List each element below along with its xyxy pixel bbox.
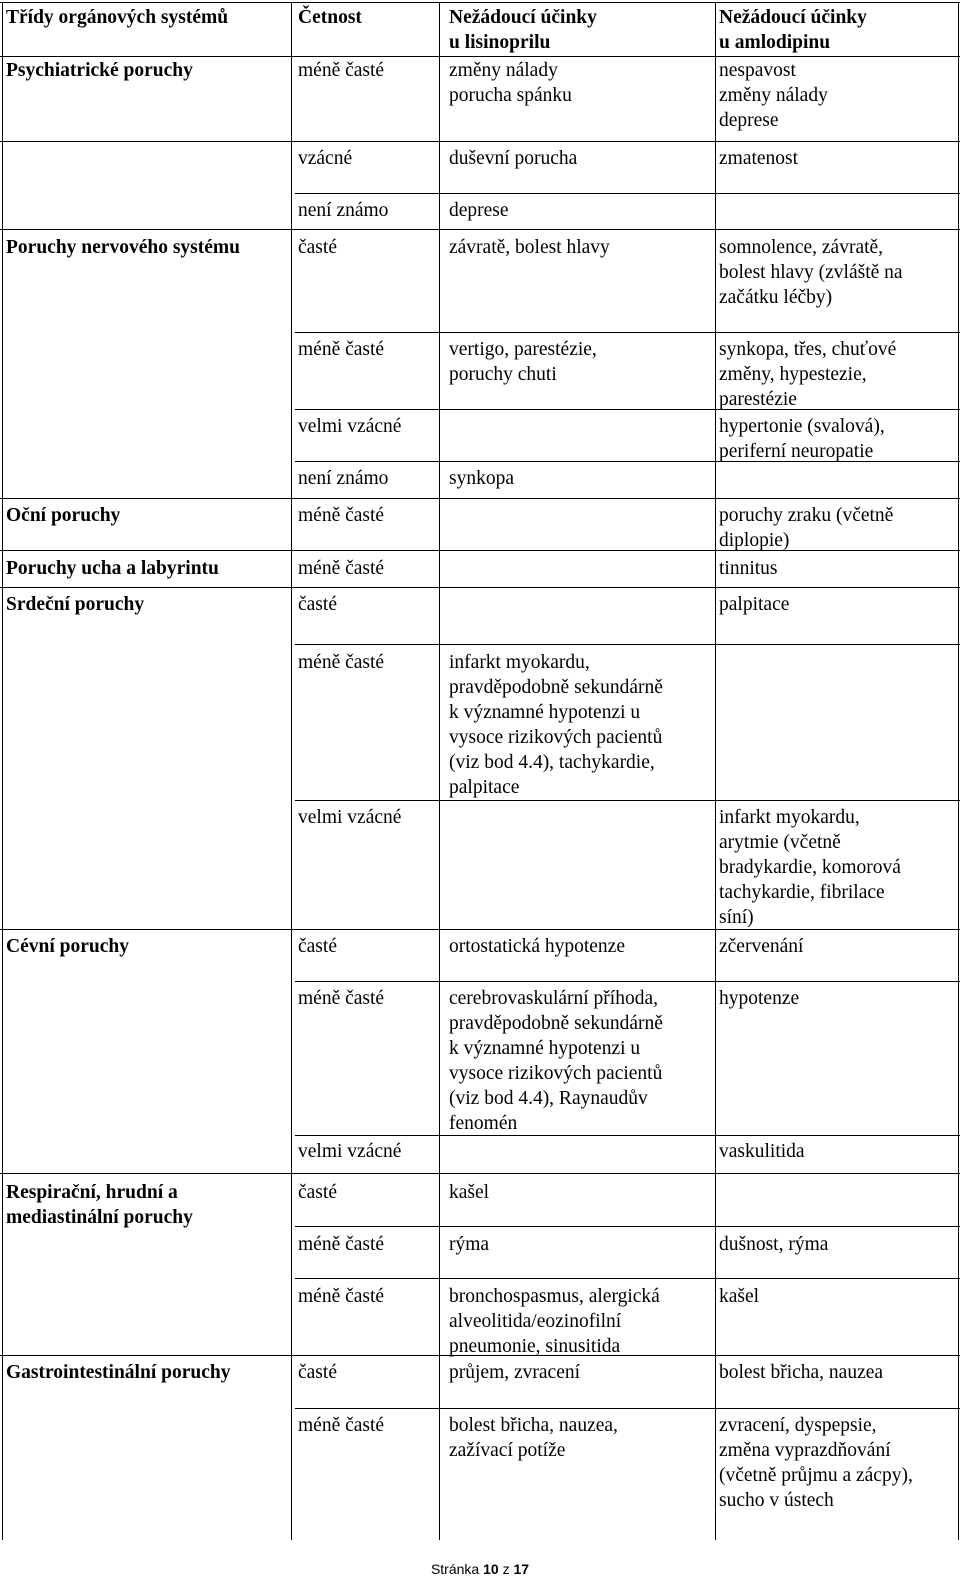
row-divider — [295, 644, 960, 645]
lisinopril-effect: bolest břicha, nauzea, zažívací potíže — [449, 1415, 618, 1461]
frequency-cell: časté — [298, 1362, 337, 1383]
lisinopril-effect: rýma — [449, 1234, 490, 1255]
frequency-cell: méně časté — [298, 339, 385, 360]
header-frequency: Četnost — [298, 7, 362, 28]
lisinopril-effect: synkopa — [449, 468, 514, 489]
amlodipine-effect: nespavost změny nálady deprese — [719, 60, 828, 131]
lisinopril-effect: ortostatická hypotenze — [449, 936, 625, 957]
amlodipine-effect: bolest břicha, nauzea — [719, 1362, 884, 1383]
organ-class-label: Srdeční poruchy — [6, 594, 145, 615]
amlodipine-effect: zvracení, dyspepsie, změna vyprazdňování (včetně průjmu a zácpy), sucho v ústech — [719, 1415, 913, 1511]
row-divider — [0, 1173, 960, 1174]
row-divider — [0, 587, 960, 588]
page-number: 10 — [483, 1561, 499, 1577]
amlodipine-effect: hypertonie (svalová), periferní neuropatie — [719, 416, 885, 462]
amlodipine-effect: poruchy zraku (včetně diplopie) — [719, 505, 894, 551]
amlodipine-effect: vaskulitida — [719, 1141, 805, 1162]
lisinopril-effect: vertigo, parestézie, poruchy chuti — [449, 339, 597, 385]
lisinopril-effect: infarkt myokardu, pravděpodobně sekundárně k významné hypotenzi u vysoce rizikových pacientů (viz bod 4.4), tachykardie, palpitace — [449, 652, 663, 798]
column-divider — [291, 2, 292, 1540]
organ-class-label: Poruchy nervového systému — [6, 237, 240, 258]
organ-class-label: Oční poruchy — [6, 505, 121, 526]
frequency-cell: není známo — [298, 200, 389, 221]
amlodipine-effect: zmatenost — [719, 148, 799, 169]
frequency-cell: časté — [298, 237, 337, 258]
frequency-cell: časté — [298, 1182, 337, 1203]
lisinopril-effect: bronchospasmus, alergická alveolitida/eozinofilní pneumonie, sinusitida — [449, 1286, 660, 1357]
row-divider — [0, 229, 960, 230]
frequency-cell: časté — [298, 936, 337, 957]
organ-class-label: Gastrointestinální poruchy — [6, 1362, 231, 1383]
row-divider — [0, 498, 960, 499]
column-divider — [715, 2, 716, 1540]
amlodipine-effect: tinnitus — [719, 558, 778, 579]
lisinopril-effect: duševní porucha — [449, 148, 578, 169]
organ-class-label: Psychiatrické poruchy — [6, 60, 193, 81]
row-divider — [295, 332, 960, 333]
column-divider — [958, 2, 959, 1540]
row-divider — [295, 1278, 960, 1279]
frequency-cell: velmi vzácné — [298, 416, 402, 437]
frequency-cell: velmi vzácné — [298, 807, 402, 828]
lisinopril-effect: cerebrovaskulární příhoda, pravděpodobně sekundárně k významné hypotenzi u vysoce rizikových pacientů (viz bod 4.4), Raynaudův fenomén — [449, 988, 663, 1134]
frequency-cell: méně časté — [298, 1415, 385, 1436]
frequency-cell: vzácné — [298, 148, 353, 169]
lisinopril-effect: závratě, bolest hlavy — [449, 237, 610, 258]
amlodipine-effect: dušnost, rýma — [719, 1234, 829, 1255]
organ-class-label: Cévní poruchy — [6, 936, 129, 957]
amlodipine-effect: infarkt myokardu, arytmie (včetně bradykardie, komorová tachykardie, fibrilace síní) — [719, 807, 901, 928]
amlodipine-effect: somnolence, závratě, bolest hlavy (zvláště na začátku léčby) — [719, 237, 903, 308]
row-divider — [0, 141, 960, 142]
page-total: 17 — [513, 1561, 530, 1577]
row-divider — [295, 1408, 960, 1409]
frequency-cell: méně časté — [298, 60, 385, 81]
row-divider — [295, 1226, 960, 1227]
row-divider — [295, 800, 960, 801]
column-divider — [439, 2, 440, 1540]
frequency-cell: méně časté — [298, 1286, 385, 1307]
row-divider — [295, 981, 960, 982]
header-organ-class: Třídy orgánových systémů — [6, 7, 229, 28]
row-divider — [0, 2, 960, 3]
frequency-cell: méně časté — [298, 505, 385, 526]
lisinopril-effect: kašel — [449, 1182, 490, 1203]
row-divider — [295, 193, 960, 194]
organ-class-label: Poruchy ucha a labyrintu — [6, 558, 219, 579]
frequency-cell: méně časté — [298, 558, 385, 579]
amlodipine-effect: synkopa, třes, chuťové změny, hypestezie, parestézie — [719, 339, 897, 410]
lisinopril-effect: průjem, zvracení — [449, 1362, 581, 1383]
frequency-cell: není známo — [298, 468, 389, 489]
lisinopril-effect: změny nálady porucha spánku — [449, 60, 572, 106]
amlodipine-effect: hypotenze — [719, 988, 800, 1009]
frequency-cell: velmi vzácné — [298, 1141, 402, 1162]
frequency-cell: časté — [298, 594, 337, 615]
page-separator: z — [502, 1561, 510, 1577]
frequency-cell: méně časté — [298, 1234, 385, 1255]
header-amlodipine: Nežádoucí účinky u amlodipinu — [719, 7, 867, 53]
amlodipine-effect: zčervenání — [719, 936, 804, 957]
page-footer — [0, 1560, 960, 1578]
frequency-cell: méně časté — [298, 652, 385, 673]
frequency-cell: méně časté — [298, 988, 385, 1009]
lisinopril-effect: deprese — [449, 200, 509, 221]
header-lisinopril: Nežádoucí účinky u lisinoprilu — [449, 7, 597, 53]
amlodipine-effect: kašel — [719, 1286, 760, 1307]
page-label: Stránka — [430, 1561, 480, 1577]
row-divider — [0, 56, 960, 57]
organ-class-label: Respirační, hrudní a mediastinální poruchy — [6, 1182, 193, 1228]
amlodipine-effect: palpitace — [719, 594, 790, 615]
column-divider — [2, 2, 3, 1540]
